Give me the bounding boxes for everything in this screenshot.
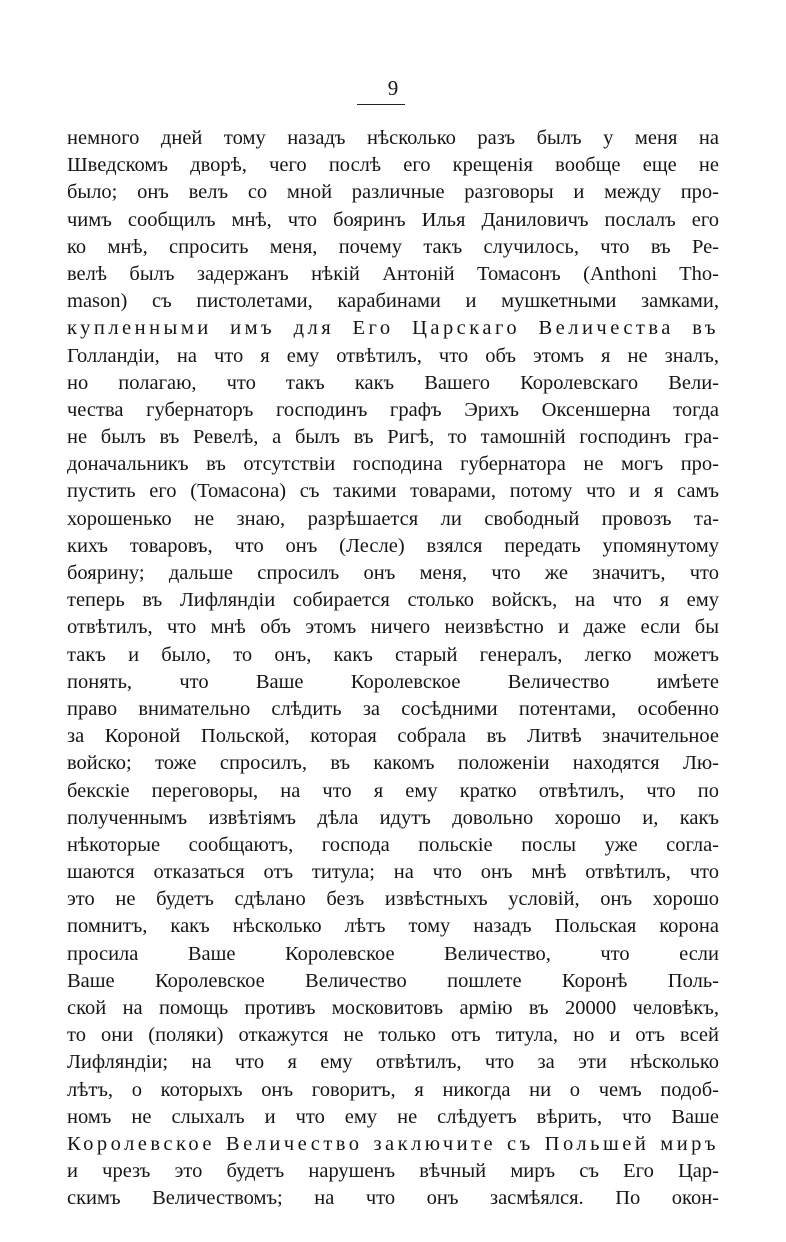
header-rule: [357, 104, 405, 105]
text-line: велѣ былъ задержанъ нѣкій Антоній Томасонъ (Anthoni Tho-: [67, 262, 719, 285]
text-line: шаются отказаться отъ титула; на что онъ мнѣ отвѣтилъ, что: [67, 861, 719, 884]
text-line: теперь въ Лифляндіи собирается столько войскъ, на что я ему: [67, 589, 719, 612]
text-line: кихъ товаровъ, что онъ (Лесле) взялся передать упомянутому: [67, 534, 719, 557]
text-line: это не будетъ сдѣлано безъ извѣстныхъ условій, онъ хорошо: [67, 888, 719, 911]
text-line: номъ не слыхалъ и что ему не слѣдуетъ вѣрить, что Ваше: [67, 1105, 719, 1128]
text-line: чества губернаторъ господинъ графъ Эрихъ Оксеншерна тогда: [67, 398, 719, 421]
text-line: право внимательно слѣдить за сосѣдними потентами, особенно: [67, 697, 719, 720]
text-line: Ваше Королевское Величество пошлете Коронѣ Поль-: [67, 969, 719, 992]
text-line: лѣтъ, о которыхъ онъ говоритъ, я никогда ни о чемъ подоб-: [67, 1078, 719, 1101]
body-text: [67, 125, 719, 1213]
text-line: не былъ въ Ревелѣ, а былъ въ Ригѣ, то тамошній господинъ гра-: [67, 426, 719, 449]
text-line: но полагаю, что такъ какъ Вашего Королевскаго Вели-: [67, 371, 719, 394]
text-line: было; онъ велъ со мной различные разговоры и между про-: [67, 181, 719, 204]
text-line: Шведскомъ дворѣ, чего послѣ его крещенія вообще еще не: [67, 154, 719, 177]
text-line: ко мнѣ, спросить меня, почему такъ случилось, что въ Ре-: [67, 235, 719, 258]
text-line: и чрезъ это будетъ нарушенъ вѣчный миръ съ Его Цар-: [67, 1160, 719, 1183]
text-line: скимъ Величествомъ; на что онъ засмѣялся. По окон-: [67, 1187, 719, 1210]
text-line: то они (поляки) откажутся не только отъ титула, но и отъ всей: [67, 1024, 719, 1047]
text-line: доначальникъ въ отсутствіи господина губернатора не могъ про-: [67, 453, 719, 476]
text-line: боярину; дальше спросилъ онъ меня, что же значитъ, что: [67, 562, 719, 584]
text-line: чимъ сообщилъ мнѣ, что бояринъ Илья Даниловичъ послалъ его: [67, 208, 719, 231]
text-line: нѣкоторые сообщаютъ, господа польскіе послы уже согла-: [67, 833, 719, 856]
text-line: Лифляндіи; на что я ему отвѣтилъ, что за эти нѣсколько: [67, 1051, 719, 1074]
text-line: понять, что Ваше Королевское Величество имѣете: [67, 670, 719, 693]
text-line: просила Ваше Королевское Величество, что если: [67, 942, 719, 965]
page-number: 9: [387, 76, 399, 100]
text-line: отвѣтилъ, что мнѣ объ этомъ ничего неизвѣстно и даже если бы: [67, 616, 719, 639]
text-line: Королевское Величество заключите съ Польшей миръ: [67, 1132, 719, 1155]
text-line: mason) съ пистолетами, карабинами и мушкетными замками,: [67, 290, 719, 313]
text-line: такъ и было, то онъ, какъ старый генералъ, легко можетъ: [67, 643, 719, 666]
text-line: купленными имъ для Его Царскаго Величества въ: [67, 317, 719, 340]
text-line: бекскіе переговоры, на что я ему кратко отвѣтилъ, что по: [67, 779, 719, 802]
text-line: полученнымъ извѣтіямъ дѣла идутъ довольно хорошо и, какъ: [67, 806, 719, 829]
text-line: за Короной Польской, которая собрала въ Литвѣ значительное: [67, 725, 719, 748]
text-line: немного дней тому назадъ нѣсколько разъ былъ у меня на: [67, 127, 719, 149]
text-line: Голландіи, на что я ему отвѣтилъ, что объ этомъ я не зналъ,: [67, 344, 719, 367]
text-line: ской на помощь противъ московитовъ армію въ 20000 человѣкъ,: [67, 997, 719, 1019]
text-line: помнитъ, какъ нѣсколько лѣтъ тому назадъ Польская корона: [67, 915, 719, 938]
text-line: хорошенько не знаю, разрѣшается ли свободный провозъ та-: [67, 507, 719, 530]
text-line: пустить его (Томасона) съ такими товарами, потому что и я самъ: [67, 480, 719, 503]
text-line: войско; тоже спросилъ, въ какомъ положеніи находятся Лю-: [67, 752, 719, 775]
